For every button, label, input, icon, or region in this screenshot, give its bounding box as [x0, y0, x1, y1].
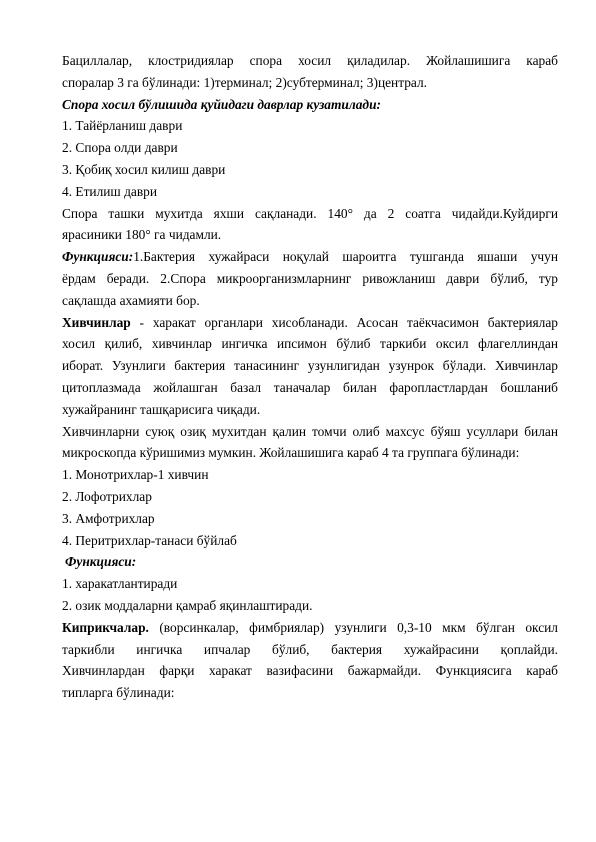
pili-line-4: типларга бўлинади:: [62, 685, 175, 701]
flagella-obs-line-2: микроскопда кўришимиз мумкин. Жойлашишига караб 4 та группага бўлинади:: [62, 445, 520, 461]
flagella-paragraph: [62, 312, 558, 421]
pili-line-2: таркибли ингичка ипчалар бўлиб, бактерия хужайрасини қоплайди.: [62, 641, 558, 657]
flagella-line-5: хужайранинг ташқарисига чиқади.: [62, 401, 261, 417]
intro-line-1: Бациллалар, клостридиялар спора хосил қиладилар. Жойлашишига караб: [62, 53, 558, 68]
spore-stages-heading: Спора хосил бўлишида қуйидаги даврлар кузатилади:: [62, 96, 381, 112]
spore-function-paragraph: [62, 246, 558, 311]
pili-label: Киприкчалар.: [62, 619, 149, 635]
list-item: 1. Тайёрланиш даври: [62, 118, 183, 134]
flagella-line-2: хосил қилиб, хивчинлар ингичка ипсимон бўлиб таркиби оксил флагеллиндан: [62, 336, 558, 352]
flagella-text-1: - харакат органлари хисобланади. Асосан таёкчасимон бактериялар: [130, 314, 558, 330]
list-item: 2. Спора олди даври: [62, 140, 178, 156]
flagella-line-4: цитоплазмада жойлашган базал таначалар билан фаропластлардан бошланиб: [62, 379, 558, 395]
pili-text-1: (ворсинкалар, фимбриялар) узунлиги 0,3-10 мкм бўлган оксил: [148, 619, 558, 635]
spore-function-label: Функцияси:: [62, 249, 134, 265]
list-item: 4. Перитрихлар-танаси бўйлаб: [62, 532, 237, 548]
flagella-functions-list: [62, 573, 558, 617]
list-item: 3. Қобиқ хосил килиш даври: [62, 161, 226, 177]
flagella-line-1: [62, 312, 558, 334]
flagella-observation-paragraph: [62, 421, 558, 465]
spore-function-line-3: сақлашда ахамияти бор.: [62, 292, 200, 308]
pili-line-3: Хивчинлардан фарқи харакат вазифасини бажармайди. Функциясига караб: [62, 663, 558, 679]
flagella-function-heading: Функцияси:: [65, 554, 137, 570]
list-item: 2. озик моддаларни қамраб яқинлаштиради.: [62, 597, 313, 613]
intro-paragraph: [62, 50, 558, 94]
list-item: 1. Монотрихлар-1 хивчин: [62, 467, 209, 483]
spore-resistance-line-1: Спора ташки мухитда яхши сақланади. 140° да 2 соатга чидайди.Куйдирги: [62, 205, 558, 221]
list-item: 1. харакатлантиради: [62, 576, 178, 592]
flagella-line-3: иборат. Узунлиги бактерия танасининг узунлигидан узунрок бўлади. Хивчинлар: [62, 358, 558, 374]
document-page: [62, 50, 558, 704]
spore-resistance-line-2: ярасиники 180° га чидамли.: [62, 227, 222, 243]
intro-line-2: споралар 3 га бўлинади: 1)терминал; 2)субтерминал; 3)централ.: [62, 74, 428, 90]
flagella-label: Хивчинлар: [62, 314, 131, 330]
flagella-types-list: [62, 464, 558, 551]
spore-function-text-1: 1.Бактерия хужайраси ноқулай шароитга тушганда яшаши учун: [133, 249, 558, 265]
flagella-obs-line-1: Хивчинларни суюқ озиқ мухитдан қалин томчи олиб махсус бўяш усуллари билан: [62, 423, 558, 439]
spore-function-line-2: ёрдам беради. 2.Спора микроорганизмларнинг ривожланиш даври бўлиб, тур: [62, 270, 558, 286]
list-item: 3. Амфотрихлар: [62, 510, 155, 526]
spore-stages-list: [62, 115, 558, 202]
list-item: 2. Лофотрихлар: [62, 488, 152, 504]
pili-line-1: [62, 617, 558, 639]
spore-resistance-paragraph: [62, 203, 558, 247]
spore-function-line-1: [62, 246, 558, 268]
pili-paragraph: [62, 617, 558, 704]
list-item: 4. Етилиш даври: [62, 183, 158, 199]
